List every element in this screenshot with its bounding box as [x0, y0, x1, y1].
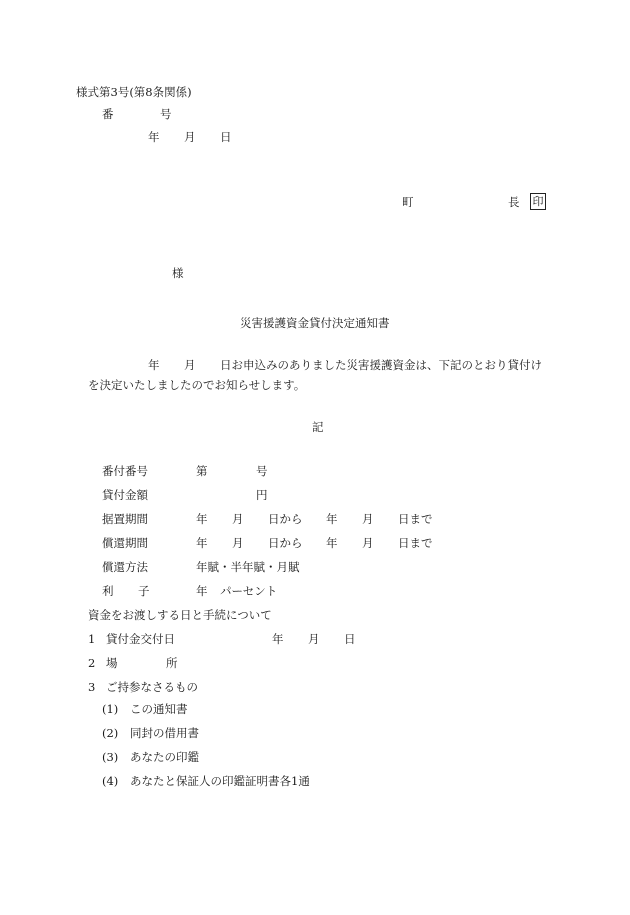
item-value: パーセント — [220, 584, 278, 598]
bring-item: 同封の借用書 — [130, 726, 199, 740]
bring-num: (2) — [102, 726, 119, 740]
item-value: 年 — [196, 512, 208, 526]
item-value: 月 — [232, 512, 244, 526]
item-value: 年 — [326, 536, 338, 550]
item-label: 利 — [102, 584, 114, 598]
date-year-label: 年 — [148, 130, 160, 144]
item-value: 円 — [256, 488, 268, 502]
body-line-2: を決定いたしましたのでお知らせします。 — [88, 378, 306, 392]
item-value: 月 — [362, 536, 374, 550]
item-value: 日まで — [398, 512, 433, 526]
body-month: 月 — [184, 358, 196, 372]
item-label: 貸付金額 — [102, 488, 148, 502]
number-suffix: 号 — [160, 107, 172, 121]
delivery-num: 2 — [88, 656, 96, 670]
delivery-num: 3 — [88, 680, 96, 694]
item-value: 第 — [196, 464, 208, 478]
item-label: 番付番号 — [102, 464, 148, 478]
item-value: 日から — [268, 512, 303, 526]
form-id: 様式第3号(第8条関係) — [76, 85, 192, 99]
seal-stamp: 印 — [530, 193, 546, 210]
ki-heading: 記 — [312, 420, 324, 434]
item-value: 年 — [326, 512, 338, 526]
number-label: 番 — [102, 107, 114, 121]
body-year: 年 — [148, 358, 160, 372]
item-value: 年賦・半年賦・月賦 — [196, 560, 300, 574]
item-label: 子 — [138, 584, 150, 598]
item-value: 号 — [256, 464, 268, 478]
item-label: 据置期間 — [102, 512, 148, 526]
item-value: 年 — [196, 536, 208, 550]
item-label: 償還方法 — [102, 560, 148, 574]
document-title: 災害援護資金貸付決定通知書 — [240, 316, 390, 330]
delivery-year: 年 — [272, 632, 284, 646]
issuer-town: 町 — [402, 195, 414, 209]
delivery-label: 所 — [166, 656, 178, 670]
delivery-label: 貸付金交付日 — [106, 632, 175, 646]
item-label: 償還期間 — [102, 536, 148, 550]
delivery-heading: 資金をお渡しする日と手続について — [88, 608, 272, 622]
bring-item: この通知書 — [130, 702, 188, 716]
body-day-text: 日お申込みのありました災害援護資金は、下記のとおり貸付け — [220, 358, 542, 372]
delivery-num: 1 — [88, 632, 96, 646]
item-value: 日から — [268, 536, 303, 550]
delivery-label: 場 — [106, 656, 118, 670]
item-value: 月 — [232, 536, 244, 550]
date-day-label: 日 — [220, 130, 232, 144]
item-value: 日まで — [398, 536, 433, 550]
delivery-label: ご持参なさるもの — [106, 680, 198, 694]
bring-item: あなたと保証人の印鑑証明書各1通 — [130, 774, 310, 788]
date-month-label: 月 — [184, 130, 196, 144]
delivery-day: 日 — [344, 632, 356, 646]
bring-item: あなたの印鑑 — [130, 750, 199, 764]
addressee-suffix: 様 — [172, 266, 184, 280]
issuer-chief: 長 — [508, 195, 520, 209]
bring-num: (3) — [102, 750, 119, 764]
item-value: 年 — [196, 584, 208, 598]
bring-num: (1) — [102, 702, 119, 716]
bring-num: (4) — [102, 774, 119, 788]
item-value: 月 — [362, 512, 374, 526]
delivery-month: 月 — [308, 632, 320, 646]
